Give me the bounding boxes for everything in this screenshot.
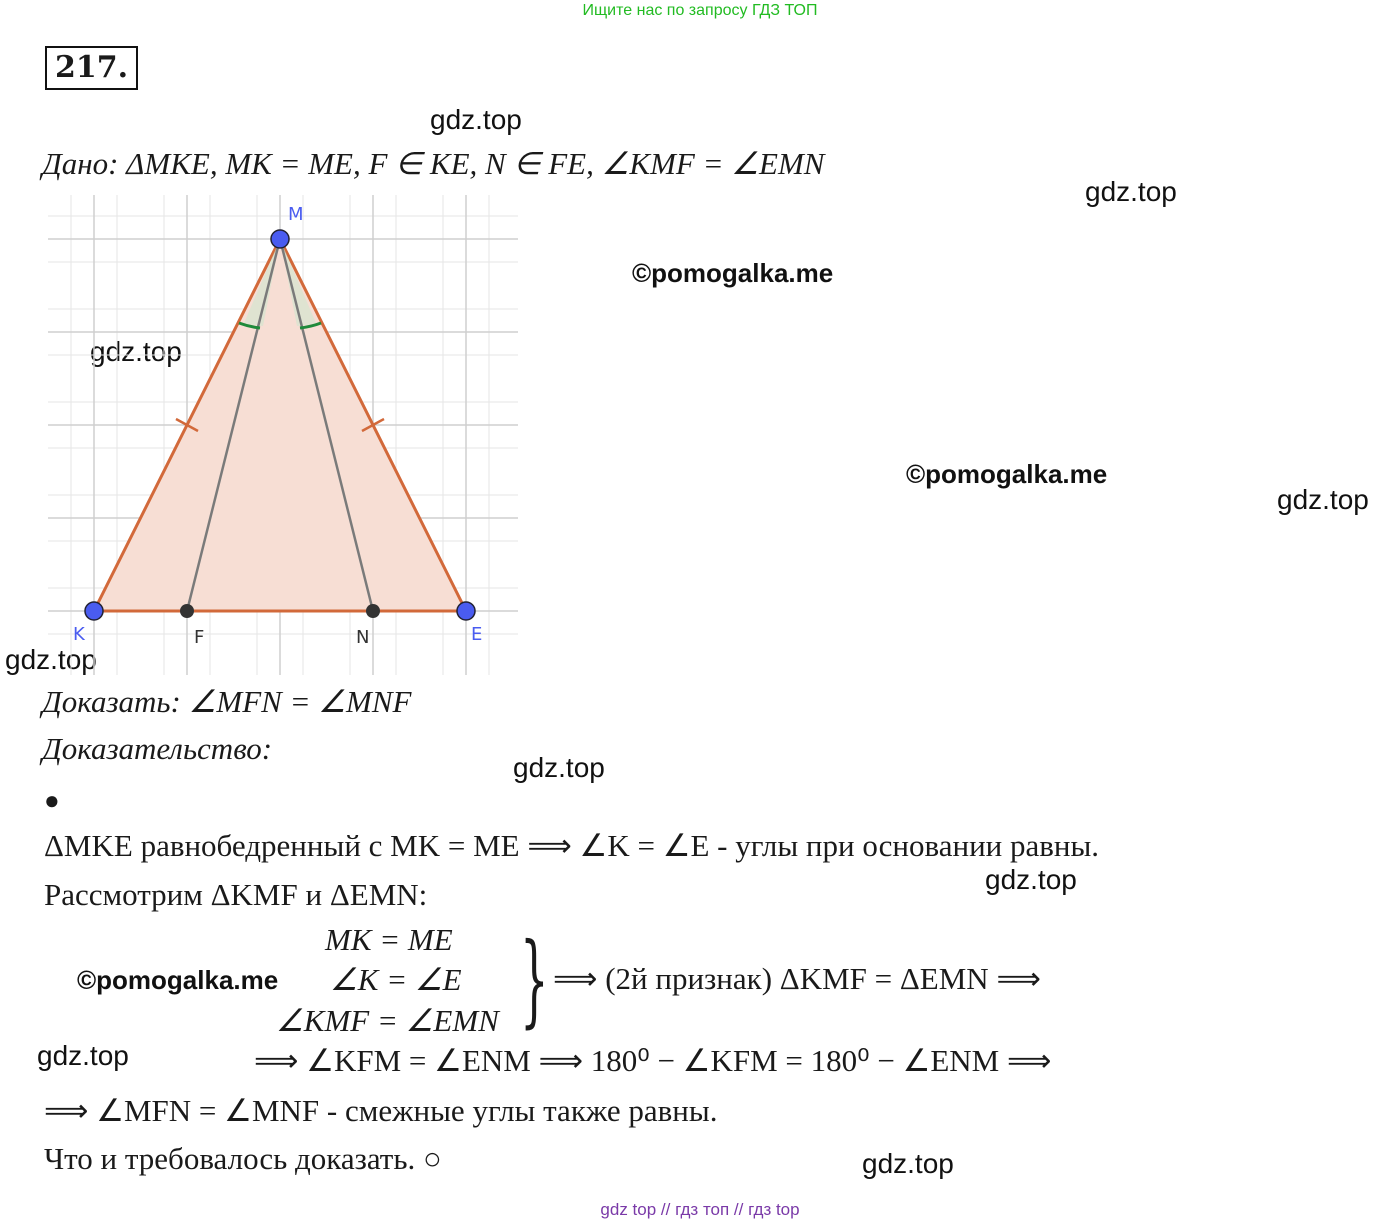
geometry-figure: [48, 195, 518, 675]
bullet: ●: [44, 786, 60, 815]
watermark: gdz.top: [985, 864, 1077, 895]
proof-line-1: ΔMKE равнобедренный с MK = ME ⟹ ∠K = ∠E - углы при основании равны.: [44, 828, 1100, 863]
search-banner: Ищите нас по запросу ГДЗ ТОП: [582, 2, 818, 19]
watermark: gdz.top: [37, 1040, 129, 1071]
system-result: ⟹ (2й признак) ΔKMF = ΔEMN ⟹: [553, 961, 1041, 996]
label-e: E: [471, 624, 483, 645]
point-n: [366, 604, 380, 618]
watermark: gdz.top: [430, 104, 522, 135]
proof-line-2: Рассмотрим ΔKMF и ΔEMN:: [44, 877, 428, 912]
watermark: gdz.top: [513, 752, 605, 783]
prove-label: Доказать: [42, 684, 171, 719]
point-f: [180, 604, 194, 618]
proof-line-3: ⟹ ∠KFM = ∠ENM ⟹ 180⁰ − ∠KFM = 180⁰ − ∠ENM ⟹: [254, 1043, 1052, 1078]
copyright-watermark: ©pomogalka.me: [77, 965, 279, 995]
watermark: gdz.top: [90, 336, 182, 367]
label-m: M: [288, 204, 304, 225]
label-f: F: [194, 627, 205, 648]
given-label: Дано: [42, 146, 109, 181]
system-eq-2: ∠K = ∠E: [330, 962, 462, 997]
copyright-watermark: ©pomogalka.me: [906, 459, 1108, 489]
system-eq-1: MK = ME: [325, 922, 453, 957]
watermark: gdz.top: [1085, 176, 1177, 207]
system-brace: }: [520, 921, 549, 1038]
task-number: 217.: [45, 46, 138, 90]
proof-label: Доказательство:: [42, 731, 273, 766]
system-eq-3: ∠KMF = ∠EMN: [276, 1003, 499, 1038]
proof-line-5: Что и требовалось доказать. ○: [44, 1141, 442, 1176]
label-n: N: [356, 627, 370, 648]
given-line: [42, 146, 824, 182]
point-k: [85, 602, 103, 620]
proof-line-4: ⟹ ∠MFN = ∠MNF - смежные углы также равны.: [44, 1093, 718, 1128]
given-text: : ΔMKE, MK = ME, F ∈ KE, N ∈ FE, ∠KMF = ∠EMN: [108, 146, 825, 181]
watermark: gdz.top: [862, 1148, 954, 1179]
prove-line: [42, 684, 412, 720]
watermark: gdz.top: [1277, 484, 1369, 515]
label-k: K: [73, 624, 85, 645]
prove-text: : ∠MFN = ∠MNF: [170, 684, 412, 719]
point-e: [457, 602, 475, 620]
point-m: [271, 230, 289, 248]
watermark: gdz.top: [5, 644, 97, 675]
copyright-watermark: ©pomogalka.me: [632, 258, 834, 288]
footer-links[interactable]: gdz top // гдз топ // гдз top: [600, 1200, 800, 1219]
